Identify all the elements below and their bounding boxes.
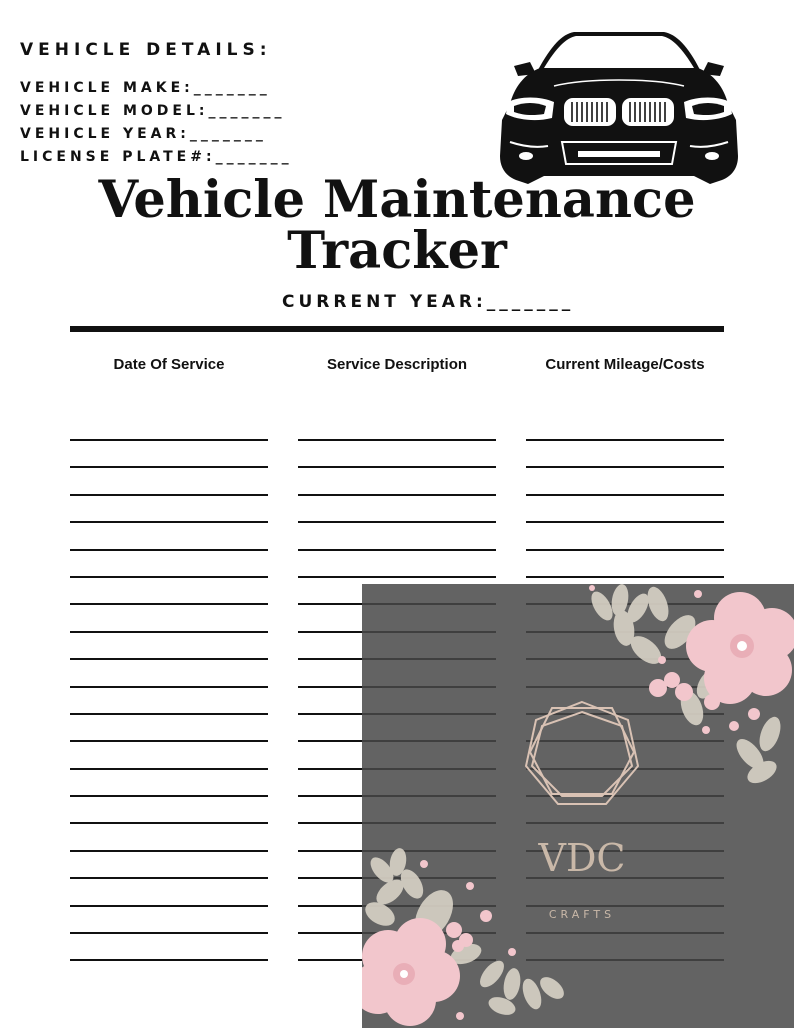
blank-line: [298, 576, 496, 578]
blank-line: [298, 466, 496, 468]
blank-line: [70, 658, 268, 660]
blank-line: [70, 466, 268, 468]
blank-line: [70, 932, 268, 934]
blank-line: [70, 768, 268, 770]
car-front-icon: [496, 30, 742, 186]
blank-line: [70, 494, 268, 496]
vehicle-details-fields: [20, 78, 293, 170]
blank-line: [298, 439, 496, 441]
blank-line: [70, 521, 268, 523]
brand-logo-text: VDC: [538, 836, 626, 880]
blank-line: [70, 850, 268, 852]
blank-line: [526, 466, 724, 468]
vehicle-model-field: VEHICLE MODEL:_______: [20, 103, 286, 119]
header-divider: [70, 326, 724, 332]
column-header-date: Date Of Service: [113, 356, 225, 373]
blank-line: [298, 521, 496, 523]
blank-line: [70, 549, 268, 551]
blank-line: [70, 822, 268, 824]
brand-watermark: [362, 584, 794, 1028]
page-title-line-2: Tracker: [287, 221, 507, 281]
vehicle-year-field: VEHICLE YEAR:_______: [20, 126, 267, 142]
blank-line: [70, 905, 268, 907]
brand-subtitle: CRAFTS: [548, 908, 616, 921]
blank-line: [526, 549, 724, 551]
column-header-description: Service Description: [326, 356, 468, 373]
blank-line: [298, 549, 496, 551]
date-column-lines: [70, 439, 268, 987]
vehicle-make-field: VEHICLE MAKE:_______: [20, 80, 271, 96]
blank-line: [70, 439, 268, 441]
floral-decoration: [362, 584, 794, 1028]
blank-line: [70, 959, 268, 961]
blank-line: [70, 576, 268, 578]
current-year-field: CURRENT YEAR:_______: [282, 292, 575, 312]
blank-line: [70, 740, 268, 742]
blank-line: [70, 713, 268, 715]
blank-line: [70, 686, 268, 688]
blank-line: [70, 631, 268, 633]
page-title-line-1: Vehicle Maintenance: [98, 170, 696, 230]
blank-line: [70, 603, 268, 605]
blank-line: [526, 576, 724, 578]
blank-line: [526, 439, 724, 441]
blank-line: [298, 494, 496, 496]
blank-line: [526, 494, 724, 496]
column-header-mileage: Current Mileage/Costs: [545, 356, 705, 373]
vehicle-details-heading: VEHICLE DETAILS:: [20, 40, 272, 60]
blank-line: [70, 795, 268, 797]
blank-line: [526, 521, 724, 523]
license-plate-field: LICENSE PLATE#:_______: [20, 149, 293, 165]
blank-line: [70, 877, 268, 879]
